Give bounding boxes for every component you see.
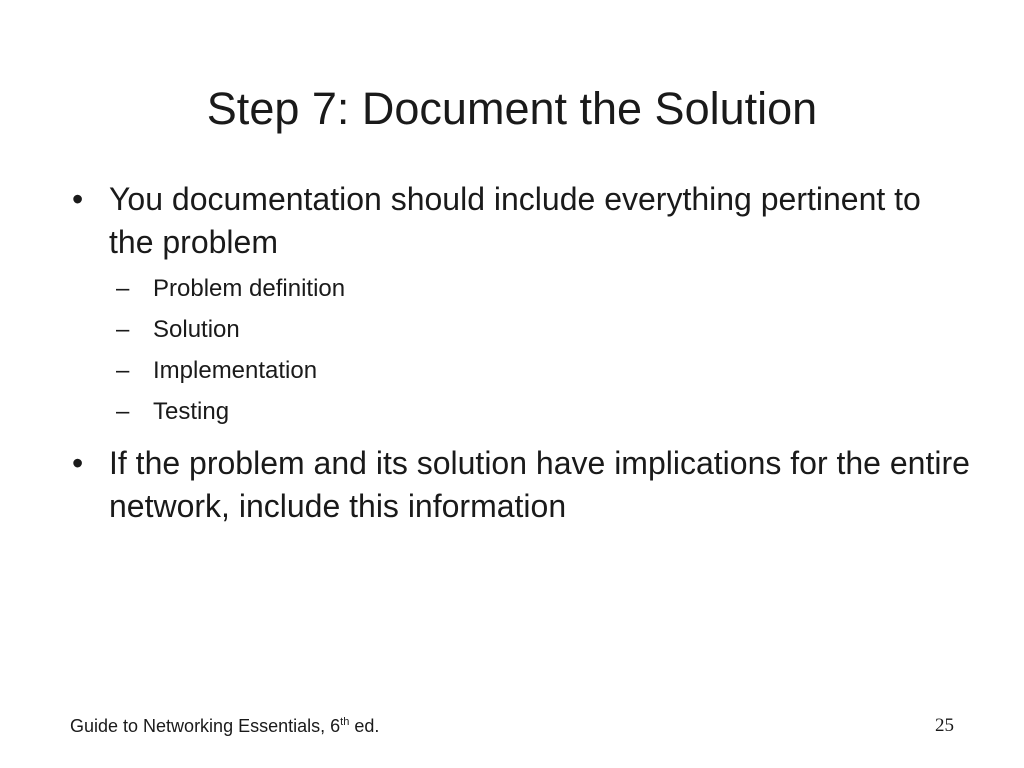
- sub-bullet-text: Implementation: [153, 357, 318, 384]
- footer-book-title: [70, 714, 379, 738]
- sub-bullet-item: [116, 350, 972, 391]
- bullet-text: If the problem and its solution have implications for the entire network, include this information: [109, 445, 970, 524]
- bullet-item: [72, 442, 972, 528]
- dash-marker: –: [116, 357, 130, 384]
- sub-bullet-text: Testing: [153, 398, 230, 425]
- footer-title-text: Guide to Networking Essentials, 6: [70, 716, 341, 736]
- bullet-marker: •: [72, 445, 84, 481]
- sub-bullet-item: [116, 309, 972, 350]
- sub-bullet-list: [116, 268, 972, 432]
- footer-edition-suffix: ed.: [349, 716, 380, 736]
- sub-bullet-item: [116, 391, 972, 432]
- slide-title: Step 7: Document the Solution: [206, 83, 818, 134]
- sub-bullet-item: [116, 268, 972, 309]
- edition-superscript: th: [340, 716, 350, 728]
- sub-bullet-text: Solution: [153, 316, 240, 343]
- bullet-item: [72, 178, 972, 264]
- dash-marker: –: [116, 316, 130, 343]
- page-number: 25: [935, 715, 954, 736]
- bullet-text: You documentation should include everything pertinent to the problem: [109, 181, 921, 260]
- slide-content: [72, 178, 972, 530]
- sub-bullet-text: Problem definition: [153, 275, 346, 302]
- dash-marker: –: [116, 398, 130, 425]
- dash-marker: –: [116, 275, 130, 302]
- bullet-marker: •: [72, 181, 84, 217]
